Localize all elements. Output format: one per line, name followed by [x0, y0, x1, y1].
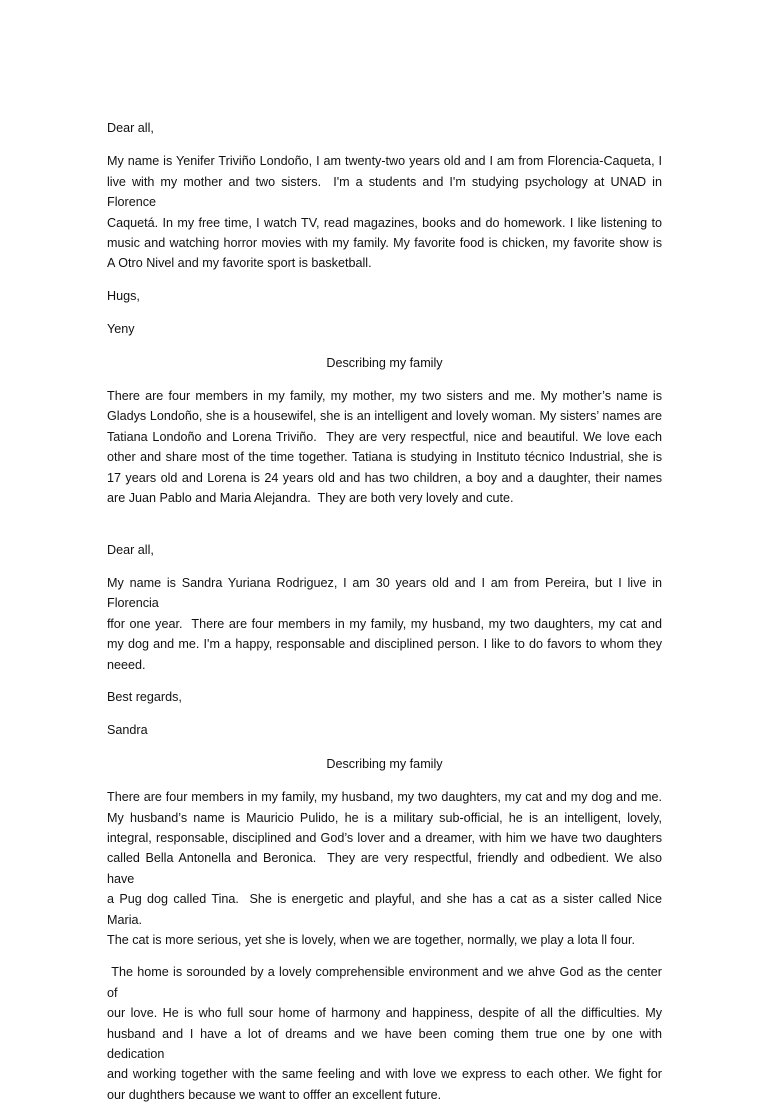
- paragraph-line: Gladys Londoño, she is a housewifel, she is an intelligent and lovely woman. My sisters’ names are: [107, 409, 662, 424]
- letter1-signature: [107, 319, 662, 339]
- paragraph-line: A Otro Nivel and my favorite sport is basketball.: [107, 256, 372, 271]
- letter1-body-paragraph: [107, 151, 666, 273]
- paragraph-line: Tatiana Londoño and Lorena Triviño. They are very respectful, nice and beautiful. We love each: [107, 429, 662, 444]
- paragraph-line: my dog and me. I'm a happy, responsable and disciplined person. I like to do favors to whom they: [107, 637, 662, 652]
- paragraph-line: My husband’s name is Mauricio Pulido, he is a military sub-official, he is an intelligent, lovely,: [107, 810, 662, 825]
- letter1-greeting: [107, 118, 662, 138]
- paragraph-line: our love. He is who full sour home of harmony and happiness, despite of all the difficulties. My: [107, 1006, 662, 1021]
- paragraph-line: neeed.: [107, 657, 146, 672]
- signature-text: Sandra: [107, 723, 148, 738]
- letter1-family-paragraph: [107, 386, 662, 508]
- document-content: [107, 118, 666, 1117]
- greeting-text: Dear all,: [107, 542, 154, 557]
- paragraph-line: live with my mother and two sisters. I'm a students and I'm studying psychology at UNAD in Florence: [107, 174, 666, 210]
- letter2-signature: [107, 720, 662, 740]
- paragraph-line: are Juan Pablo and Maria Alejandra. They are both very lovely and cute.: [107, 491, 514, 506]
- letter1-section-title: [107, 353, 662, 373]
- letter2-greeting: [107, 540, 662, 560]
- section-title-text: Describing my family: [326, 756, 443, 771]
- letter-separator-space: [107, 521, 662, 540]
- paragraph-line: The home is sorounded by a lovely comprehensible environment and we ahve God as the center of: [107, 965, 666, 1000]
- closing-text: Best regards,: [107, 689, 182, 704]
- paragraph-line: ffor one year. There are four members in my family, my husband, my two daughters, my cat and: [107, 616, 662, 631]
- paragraph-line: music and watching horror movies with my family. My favorite food is chicken, my favorite show is: [107, 236, 662, 251]
- letter2-section-title: [107, 754, 662, 774]
- paragraph-line: called Bella Antonella and Beronica. They are very respectful, friendly and odbedient. We also have: [107, 851, 666, 886]
- paragraph-line: our dughthers because we want to offfer an excellent future.: [107, 1087, 442, 1102]
- paragraph-line: The cat is more serious, yet she is lovely, when we are together, normally, we play a lota ll four.: [107, 933, 636, 947]
- paragraph-line: and working together with the same feeling and with love we express to each other. We fight for: [107, 1067, 662, 1082]
- paragraph-line: integral, responsable, disciplined and God’s lover and a dreamer, with him we have two daughters: [107, 830, 662, 845]
- paragraph-line: There are four members in my family, my husband, my two daughters, my cat and my dog and me.: [107, 790, 662, 805]
- paragraph-line: 17 years old and Lorena is 24 years old and has two children, a boy and a daughter, their names: [107, 470, 662, 485]
- letter2-home-paragraph: [107, 962, 666, 1105]
- paragraph-line: Caquetá. In my free time, I watch TV, read magazines, books and do homework. I like listening to: [107, 215, 662, 230]
- paragraph-line: My name is Sandra Yuriana Rodriguez, I am 30 years old and I am from Pereira, but I live in Florencia: [107, 575, 666, 611]
- letter2-closing: [107, 687, 662, 707]
- letter1-closing: [107, 286, 662, 306]
- letter2-body-paragraph: [107, 573, 666, 675]
- paragraph-line: other and share most of the time together. Tatiana is studying in Instituto técnico Industrial, she is: [107, 450, 662, 465]
- closing-text: Hugs,: [107, 288, 140, 303]
- paragraph-line: husband and I have a lot of dreams and we have been coming them true one by one with dedication: [107, 1026, 666, 1062]
- letter2-family-paragraph: [107, 787, 666, 950]
- paragraph-line: a Pug dog called Tina. She is energetic and playful, and she has a cat as a sister called Nice Maria.: [107, 892, 666, 927]
- paragraph-line: My name is Yenifer Triviño Londoño, I am twenty-two years old and I am from Florencia-Caqueta, I: [107, 154, 662, 169]
- section-title-text: Describing my family: [326, 355, 443, 370]
- signature-text: Yeny: [107, 322, 135, 337]
- paragraph-line: There are four members in my family, my mother, my two sisters and me. My mother’s name is: [107, 389, 662, 404]
- greeting-text: Dear all,: [107, 121, 154, 135]
